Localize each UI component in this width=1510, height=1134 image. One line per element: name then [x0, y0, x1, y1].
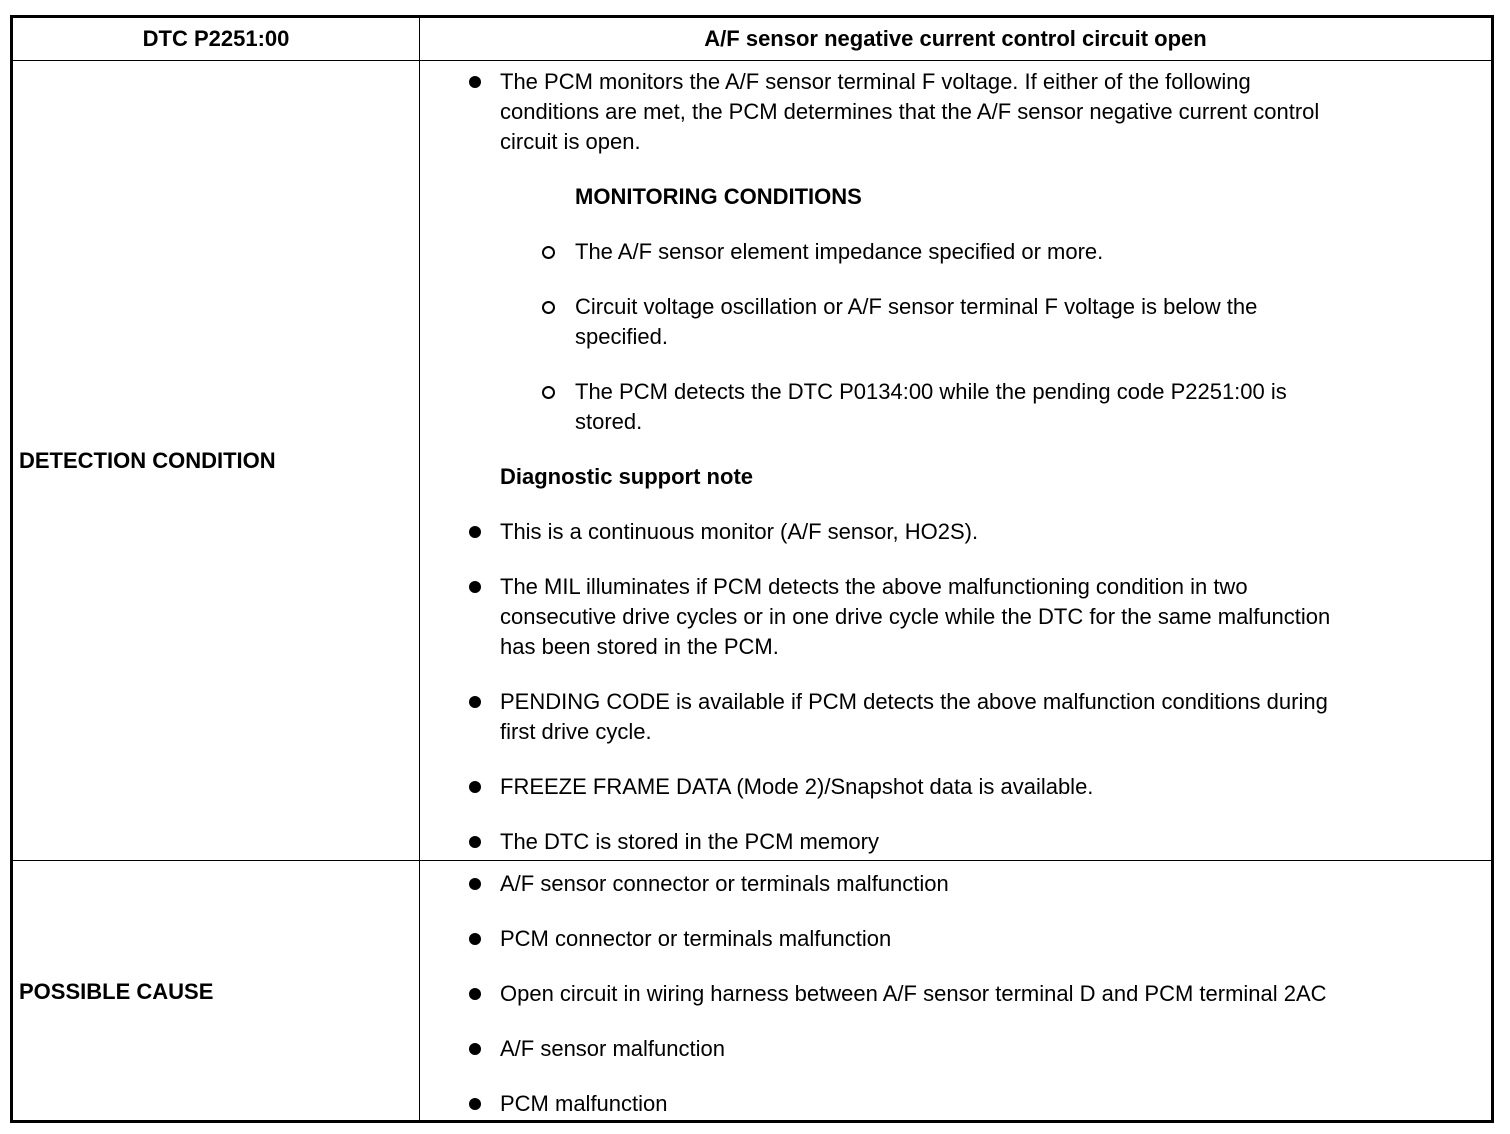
- note-line: This is a continuous monitor (A/F sensor, HO2S).: [500, 519, 979, 544]
- note-line: FREEZE FRAME DATA (Mode 2)/Snapshot data is available.: [500, 774, 1094, 799]
- intro-line: conditions are met, the PCM determines that the A/F sensor negative current control: [500, 99, 1320, 124]
- ring-bullet-icon: [542, 246, 555, 259]
- ring-bullet-icon: [542, 301, 555, 314]
- possible-cause-label: POSSIBLE CAUSE: [19, 979, 214, 1004]
- cause-item: PCM connector or terminals malfunction: [500, 926, 892, 951]
- note-line: The MIL illuminates if PCM detects the above malfunctioning condition in two: [500, 574, 1248, 599]
- condition-line: stored.: [575, 409, 643, 434]
- diagnostic-support-heading: Diagnostic support note: [500, 464, 753, 489]
- dtc-table: [10, 15, 1494, 1123]
- intro-line: The PCM monitors the A/F sensor terminal F voltage. If either of the following: [500, 69, 1251, 94]
- condition-line: The A/F sensor element impedance specified or more.: [575, 239, 1104, 264]
- bullet-icon: [469, 933, 481, 945]
- bullet-icon: [469, 1043, 481, 1055]
- condition-line: The PCM detects the DTC P0134:00 while the pending code P2251:00 is: [575, 379, 1287, 404]
- bullet-icon: [469, 581, 481, 593]
- note-line: consecutive drive cycles or in one drive cycle while the DTC for the same malfunction: [500, 604, 1331, 629]
- cause-item: Open circuit in wiring harness between A/F sensor terminal D and PCM terminal 2AC: [500, 981, 1327, 1006]
- cause-item: PCM malfunction: [500, 1091, 668, 1116]
- note-line: has been stored in the PCM.: [500, 634, 779, 659]
- cause-item: A/F sensor malfunction: [500, 1036, 725, 1061]
- note-line: PENDING CODE is available if PCM detects the above malfunction conditions during: [500, 689, 1328, 714]
- ring-bullet-icon: [542, 386, 555, 399]
- note-line: first drive cycle.: [500, 719, 652, 744]
- monitoring-conditions-heading: MONITORING CONDITIONS: [575, 184, 862, 209]
- bullet-icon: [469, 781, 481, 793]
- bullet-icon: [469, 526, 481, 538]
- bullet-icon: [469, 76, 481, 88]
- note-line: The DTC is stored in the PCM memory: [500, 829, 879, 854]
- detection-condition-label: DETECTION CONDITION: [19, 447, 276, 473]
- intro-line: circuit is open.: [500, 129, 641, 154]
- column-divider: [419, 18, 420, 1120]
- bullet-icon: [469, 696, 481, 708]
- bullet-icon: [469, 878, 481, 890]
- dtc-title-header: A/F sensor negative current control circuit open: [704, 26, 1207, 51]
- condition-line: Circuit voltage oscillation or A/F sensor terminal F voltage is below the: [575, 294, 1258, 319]
- bullet-icon: [469, 988, 481, 1000]
- dtc-code-header: DTC P2251:00: [142, 26, 290, 51]
- cause-item: A/F sensor connector or terminals malfunction: [500, 871, 949, 896]
- bullet-icon: [469, 1098, 481, 1110]
- condition-line: specified.: [575, 324, 668, 349]
- bullet-icon: [469, 836, 481, 848]
